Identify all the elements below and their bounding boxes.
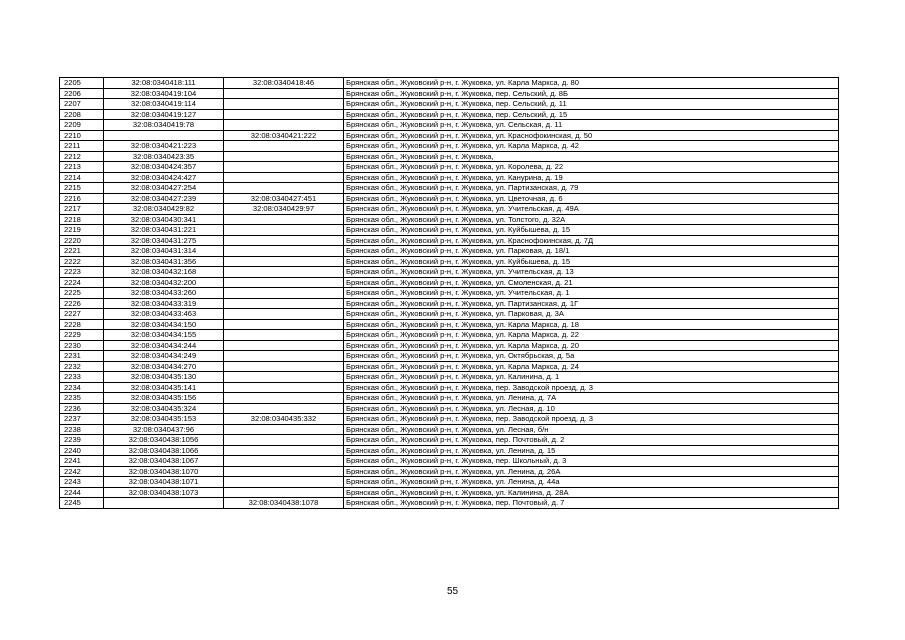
row-number-cell: 2217 <box>60 204 104 215</box>
row-number-cell: 2244 <box>60 487 104 498</box>
cadastral-number-cell: 32:08:0340435:324 <box>104 403 224 414</box>
related-cadastral-number-cell <box>224 361 344 372</box>
records-table-body <box>60 78 839 509</box>
related-cadastral-number-cell <box>224 309 344 320</box>
related-cadastral-number-cell <box>224 120 344 131</box>
address-cell: Брянская обл., Жуковский р-н, г. Жуковка, ул. Сельская, д. 11 <box>344 120 839 131</box>
address-cell: Брянская обл., Жуковский р-н, г. Жуковка, ул. Карла Маркса, д. 18 <box>344 319 839 330</box>
cadastral-number-cell: 32:08:0340433:319 <box>104 298 224 309</box>
address-cell: Брянская обл., Жуковский р-н, г. Жуковка, ул. Октябрьская, д. 5а <box>344 351 839 362</box>
row-number-cell: 2213 <box>60 162 104 173</box>
table-row <box>60 99 839 110</box>
cadastral-number-cell: 32:08:0340434:249 <box>104 351 224 362</box>
cadastral-number-cell: 32:08:0340431:314 <box>104 246 224 257</box>
address-cell: Брянская обл., Жуковский р-н, г. Жуковка, пер. Почтовый, д. 7 <box>344 498 839 509</box>
address-cell: Брянская обл., Жуковский р-н, г. Жуковка, ул. Королева, д. 22 <box>344 162 839 173</box>
address-cell: Брянская обл., Жуковский р-н, г. Жуковка, пер. Сельский, д. 15 <box>344 109 839 120</box>
row-number-cell: 2242 <box>60 466 104 477</box>
related-cadastral-number-cell <box>224 214 344 225</box>
cadastral-number-cell: 32:08:0340431:275 <box>104 235 224 246</box>
address-cell: Брянская обл., Жуковский р-н, г. Жуковка, пер. Школьный, д. 3 <box>344 456 839 467</box>
cadastral-number-cell: 32:08:0340431:221 <box>104 225 224 236</box>
row-number-cell: 2207 <box>60 99 104 110</box>
row-number-cell: 2205 <box>60 78 104 89</box>
cadastral-number-cell: 32:08:0340437:96 <box>104 424 224 435</box>
cadastral-number-cell: 32:08:0340438:1056 <box>104 435 224 446</box>
row-number-cell: 2220 <box>60 235 104 246</box>
table-row <box>60 109 839 120</box>
cadastral-number-cell: 32:08:0340435:156 <box>104 393 224 404</box>
address-cell: Брянская обл., Жуковский р-н, г. Жуковка, ул. Канурина, д. 19 <box>344 172 839 183</box>
table-row <box>60 88 839 99</box>
row-number-cell: 2206 <box>60 88 104 99</box>
related-cadastral-number-cell: 32:08:0340427:451 <box>224 193 344 204</box>
page-number: 55 <box>446 586 459 597</box>
cadastral-number-cell <box>104 130 224 141</box>
table-row <box>60 78 839 89</box>
cadastral-number-cell: 32:08:0340438:1067 <box>104 456 224 467</box>
cadastral-number-cell <box>104 498 224 509</box>
related-cadastral-number-cell <box>224 225 344 236</box>
address-cell: Брянская обл., Жуковский р-н, г. Жуковка, ул. Краснофокинская, д. 7Д <box>344 235 839 246</box>
address-cell: Брянская обл., Жуковский р-н, г. Жуковка, ул. Карла Маркса, д. 80 <box>344 78 839 89</box>
address-cell: Брянская обл., Жуковский р-н, г. Жуковка, ул. Карла Маркса, д. 22 <box>344 330 839 341</box>
table-row <box>60 330 839 341</box>
cadastral-number-cell: 32:08:0340432:200 <box>104 277 224 288</box>
row-number-cell: 2216 <box>60 193 104 204</box>
table-row <box>60 235 839 246</box>
cadastral-number-cell: 32:08:0340423:35 <box>104 151 224 162</box>
address-cell: Брянская обл., Жуковский р-н, г. Жуковка, ул. Карла Маркса, д. 20 <box>344 340 839 351</box>
table-row <box>60 456 839 467</box>
related-cadastral-number-cell <box>224 267 344 278</box>
records-table <box>59 77 839 509</box>
related-cadastral-number-cell: 32:08:0340435:332 <box>224 414 344 425</box>
related-cadastral-number-cell <box>224 109 344 120</box>
related-cadastral-number-cell <box>224 256 344 267</box>
cadastral-number-cell: 32:08:0340435:141 <box>104 382 224 393</box>
cadastral-number-cell: 32:08:0340434:155 <box>104 330 224 341</box>
related-cadastral-number-cell <box>224 351 344 362</box>
table-row <box>60 151 839 162</box>
table-row <box>60 214 839 225</box>
address-cell: Брянская обл., Жуковский р-н, г. Жуковка, пер. Сельский, д. 11 <box>344 99 839 110</box>
cadastral-number-cell: 32:08:0340438:1073 <box>104 487 224 498</box>
row-number-cell: 2234 <box>60 382 104 393</box>
row-number-cell: 2240 <box>60 445 104 456</box>
cadastral-number-cell: 32:08:0340424:357 <box>104 162 224 173</box>
address-cell: Брянская обл., Жуковский р-н, г. Жуковка, ул. Ленина, д. 26А <box>344 466 839 477</box>
address-cell: Брянская обл., Жуковский р-н, г. Жуковка, ул. Лесная, б/н <box>344 424 839 435</box>
cadastral-number-cell: 32:08:0340434:270 <box>104 361 224 372</box>
address-cell: Брянская обл., Жуковский р-н, г. Жуковка, ул. Партизанская, д. 1Г <box>344 298 839 309</box>
table-row <box>60 298 839 309</box>
related-cadastral-number-cell <box>224 424 344 435</box>
address-cell: Брянская обл., Жуковский р-н, г. Жуковка, пер. Сельский, д. 8Б <box>344 88 839 99</box>
table-row <box>60 487 839 498</box>
address-cell: Брянская обл., Жуковский р-н, г. Жуковка, ул. Ленина, д. 7А <box>344 393 839 404</box>
related-cadastral-number-cell <box>224 235 344 246</box>
related-cadastral-number-cell <box>224 372 344 383</box>
related-cadastral-number-cell <box>224 330 344 341</box>
table-row <box>60 372 839 383</box>
related-cadastral-number-cell <box>224 382 344 393</box>
address-cell: Брянская обл., Жуковский р-н, г. Жуковка, пер. Почтовый, д. 2 <box>344 435 839 446</box>
address-cell: Брянская обл., Жуковский р-н, г. Жуковка, ул. Ленина, д. 44а <box>344 477 839 488</box>
related-cadastral-number-cell <box>224 88 344 99</box>
row-number-cell: 2214 <box>60 172 104 183</box>
row-number-cell: 2231 <box>60 351 104 362</box>
related-cadastral-number-cell <box>224 183 344 194</box>
cadastral-number-cell: 32:08:0340429:82 <box>104 204 224 215</box>
row-number-cell: 2230 <box>60 340 104 351</box>
address-cell: Брянская обл., Жуковский р-н, г. Жуковка, ул. Смоленская, д. 21 <box>344 277 839 288</box>
table-row <box>60 477 839 488</box>
cadastral-number-cell: 32:08:0340424:427 <box>104 172 224 183</box>
address-cell: Брянская обл., Жуковский р-н, г. Жуковка, ул. Карла Маркса, д. 42 <box>344 141 839 152</box>
address-cell: Брянская обл., Жуковский р-н, г. Жуковка, ул. Калинина, д. 1 <box>344 372 839 383</box>
address-cell: Брянская обл., Жуковский р-н, г. Жуковка, ул. Парковая, д. 3А <box>344 309 839 320</box>
table-row <box>60 288 839 299</box>
related-cadastral-number-cell <box>224 340 344 351</box>
address-cell: Брянская обл., Жуковский р-н, г. Жуковка, ул. Цветочная, д. 6 <box>344 193 839 204</box>
address-cell: Брянская обл., Жуковский р-н, г. Жуковка, ул. Лесная, д. 10 <box>344 403 839 414</box>
address-cell: Брянская обл., Жуковский р-н, г. Жуковка, пер. Заводской проезд, д. 3 <box>344 382 839 393</box>
table-row <box>60 225 839 236</box>
address-cell: Брянская обл., Жуковский р-н, г. Жуковка, ул. Куйбышева, д. 15 <box>344 256 839 267</box>
row-number-cell: 2238 <box>60 424 104 435</box>
related-cadastral-number-cell <box>224 151 344 162</box>
row-number-cell: 2227 <box>60 309 104 320</box>
row-number-cell: 2229 <box>60 330 104 341</box>
row-number-cell: 2228 <box>60 319 104 330</box>
table-row <box>60 340 839 351</box>
related-cadastral-number-cell <box>224 466 344 477</box>
table-row <box>60 141 839 152</box>
cadastral-number-cell: 32:08:0340430:341 <box>104 214 224 225</box>
related-cadastral-number-cell: 32:08:0340438:1078 <box>224 498 344 509</box>
related-cadastral-number-cell <box>224 141 344 152</box>
cadastral-number-cell: 32:08:0340433:260 <box>104 288 224 299</box>
table-row <box>60 319 839 330</box>
cadastral-number-cell: 32:08:0340438:1070 <box>104 466 224 477</box>
cadastral-number-cell: 32:08:0340434:150 <box>104 319 224 330</box>
address-cell: Брянская обл., Жуковский р-н, г. Жуковка, ул. Учительская, д. 13 <box>344 267 839 278</box>
related-cadastral-number-cell <box>224 277 344 288</box>
address-cell: Брянская обл., Жуковский р-н, г. Жуковка, ул. Краснофокинская, д. 50 <box>344 130 839 141</box>
cadastral-number-cell: 32:08:0340421:223 <box>104 141 224 152</box>
address-cell: Брянская обл., Жуковский р-н, г. Жуковка, ул. Ленина, д. 15 <box>344 445 839 456</box>
table-row <box>60 120 839 131</box>
row-number-cell: 2212 <box>60 151 104 162</box>
row-number-cell: 2235 <box>60 393 104 404</box>
related-cadastral-number-cell: 32:08:0340429:97 <box>224 204 344 215</box>
related-cadastral-number-cell <box>224 298 344 309</box>
cadastral-number-cell: 32:08:0340418:111 <box>104 78 224 89</box>
row-number-cell: 2223 <box>60 267 104 278</box>
cadastral-number-cell: 32:08:0340419:114 <box>104 99 224 110</box>
address-cell: Брянская обл., Жуковский р-н, г. Жуковка, ул. Калинина, д. 28А <box>344 487 839 498</box>
cadastral-number-cell: 32:08:0340419:78 <box>104 120 224 131</box>
table-row <box>60 162 839 173</box>
row-number-cell: 2232 <box>60 361 104 372</box>
table-row <box>60 130 839 141</box>
address-cell: Брянская обл., Жуковский р-н, г. Жуковка, ул. Учительская, д. 49А <box>344 204 839 215</box>
row-number-cell: 2237 <box>60 414 104 425</box>
table-row <box>60 466 839 477</box>
cadastral-number-cell: 32:08:0340434:244 <box>104 340 224 351</box>
address-cell: Брянская обл., Жуковский р-н, г. Жуковка, ул. Толстого, д. 32А <box>344 214 839 225</box>
row-number-cell: 2224 <box>60 277 104 288</box>
address-cell: Брянская обл., Жуковский р-н, г. Жуковка, пер. Заводской проезд, д. 3 <box>344 414 839 425</box>
table-row <box>60 498 839 509</box>
row-number-cell: 2209 <box>60 120 104 131</box>
table-row <box>60 193 839 204</box>
cadastral-number-cell: 32:08:0340438:1071 <box>104 477 224 488</box>
row-number-cell: 2222 <box>60 256 104 267</box>
related-cadastral-number-cell <box>224 456 344 467</box>
related-cadastral-number-cell <box>224 393 344 404</box>
related-cadastral-number-cell <box>224 246 344 257</box>
related-cadastral-number-cell <box>224 172 344 183</box>
table-row <box>60 172 839 183</box>
table-row <box>60 424 839 435</box>
row-number-cell: 2215 <box>60 183 104 194</box>
table-row <box>60 204 839 215</box>
cadastral-number-cell: 32:08:0340438:1066 <box>104 445 224 456</box>
related-cadastral-number-cell <box>224 319 344 330</box>
related-cadastral-number-cell <box>224 403 344 414</box>
table-row <box>60 351 839 362</box>
address-cell: Брянская обл., Жуковский р-н, г. Жуковка, <box>344 151 839 162</box>
cadastral-number-cell: 32:08:0340435:130 <box>104 372 224 383</box>
address-cell: Брянская обл., Жуковский р-н, г. Жуковка, ул. Карла Маркса, д. 24 <box>344 361 839 372</box>
cadastral-number-cell: 32:08:0340419:104 <box>104 88 224 99</box>
row-number-cell: 2221 <box>60 246 104 257</box>
related-cadastral-number-cell <box>224 99 344 110</box>
related-cadastral-number-cell <box>224 288 344 299</box>
row-number-cell: 2233 <box>60 372 104 383</box>
table-row <box>60 183 839 194</box>
related-cadastral-number-cell: 32:08:0340418:46 <box>224 78 344 89</box>
related-cadastral-number-cell <box>224 435 344 446</box>
cadastral-number-cell: 32:08:0340427:239 <box>104 193 224 204</box>
related-cadastral-number-cell <box>224 162 344 173</box>
cadastral-number-cell: 32:08:0340432:168 <box>104 267 224 278</box>
row-number-cell: 2239 <box>60 435 104 446</box>
address-cell: Брянская обл., Жуковский р-н, г. Жуковка, ул. Куйбышева, д. 15 <box>344 225 839 236</box>
cadastral-number-cell: 32:08:0340431:356 <box>104 256 224 267</box>
cadastral-number-cell: 32:08:0340433:463 <box>104 309 224 320</box>
row-number-cell: 2243 <box>60 477 104 488</box>
cadastral-number-cell: 32:08:0340435:153 <box>104 414 224 425</box>
table-row <box>60 277 839 288</box>
row-number-cell: 2241 <box>60 456 104 467</box>
row-number-cell: 2208 <box>60 109 104 120</box>
table-row <box>60 309 839 320</box>
cadastral-number-cell: 32:08:0340419:127 <box>104 109 224 120</box>
row-number-cell: 2226 <box>60 298 104 309</box>
table-row <box>60 393 839 404</box>
table-row <box>60 256 839 267</box>
row-number-cell: 2245 <box>60 498 104 509</box>
table-row <box>60 267 839 278</box>
table-row <box>60 361 839 372</box>
address-cell: Брянская обл., Жуковский р-н, г. Жуковка, ул. Учительская, д. 1 <box>344 288 839 299</box>
related-cadastral-number-cell: 32:08:0340421:222 <box>224 130 344 141</box>
row-number-cell: 2210 <box>60 130 104 141</box>
related-cadastral-number-cell <box>224 487 344 498</box>
related-cadastral-number-cell <box>224 445 344 456</box>
row-number-cell: 2219 <box>60 225 104 236</box>
table-row <box>60 382 839 393</box>
table-row <box>60 435 839 446</box>
address-cell: Брянская обл., Жуковский р-н, г. Жуковка, ул. Парковая, д. 18/1 <box>344 246 839 257</box>
row-number-cell: 2225 <box>60 288 104 299</box>
row-number-cell: 2218 <box>60 214 104 225</box>
table-row <box>60 445 839 456</box>
table-row <box>60 414 839 425</box>
related-cadastral-number-cell <box>224 477 344 488</box>
address-cell: Брянская обл., Жуковский р-н, г. Жуковка, ул. Партизанская, д. 79 <box>344 183 839 194</box>
table-row <box>60 403 839 414</box>
table-row <box>60 246 839 257</box>
row-number-cell: 2236 <box>60 403 104 414</box>
row-number-cell: 2211 <box>60 141 104 152</box>
cadastral-number-cell: 32:08:0340427:254 <box>104 183 224 194</box>
